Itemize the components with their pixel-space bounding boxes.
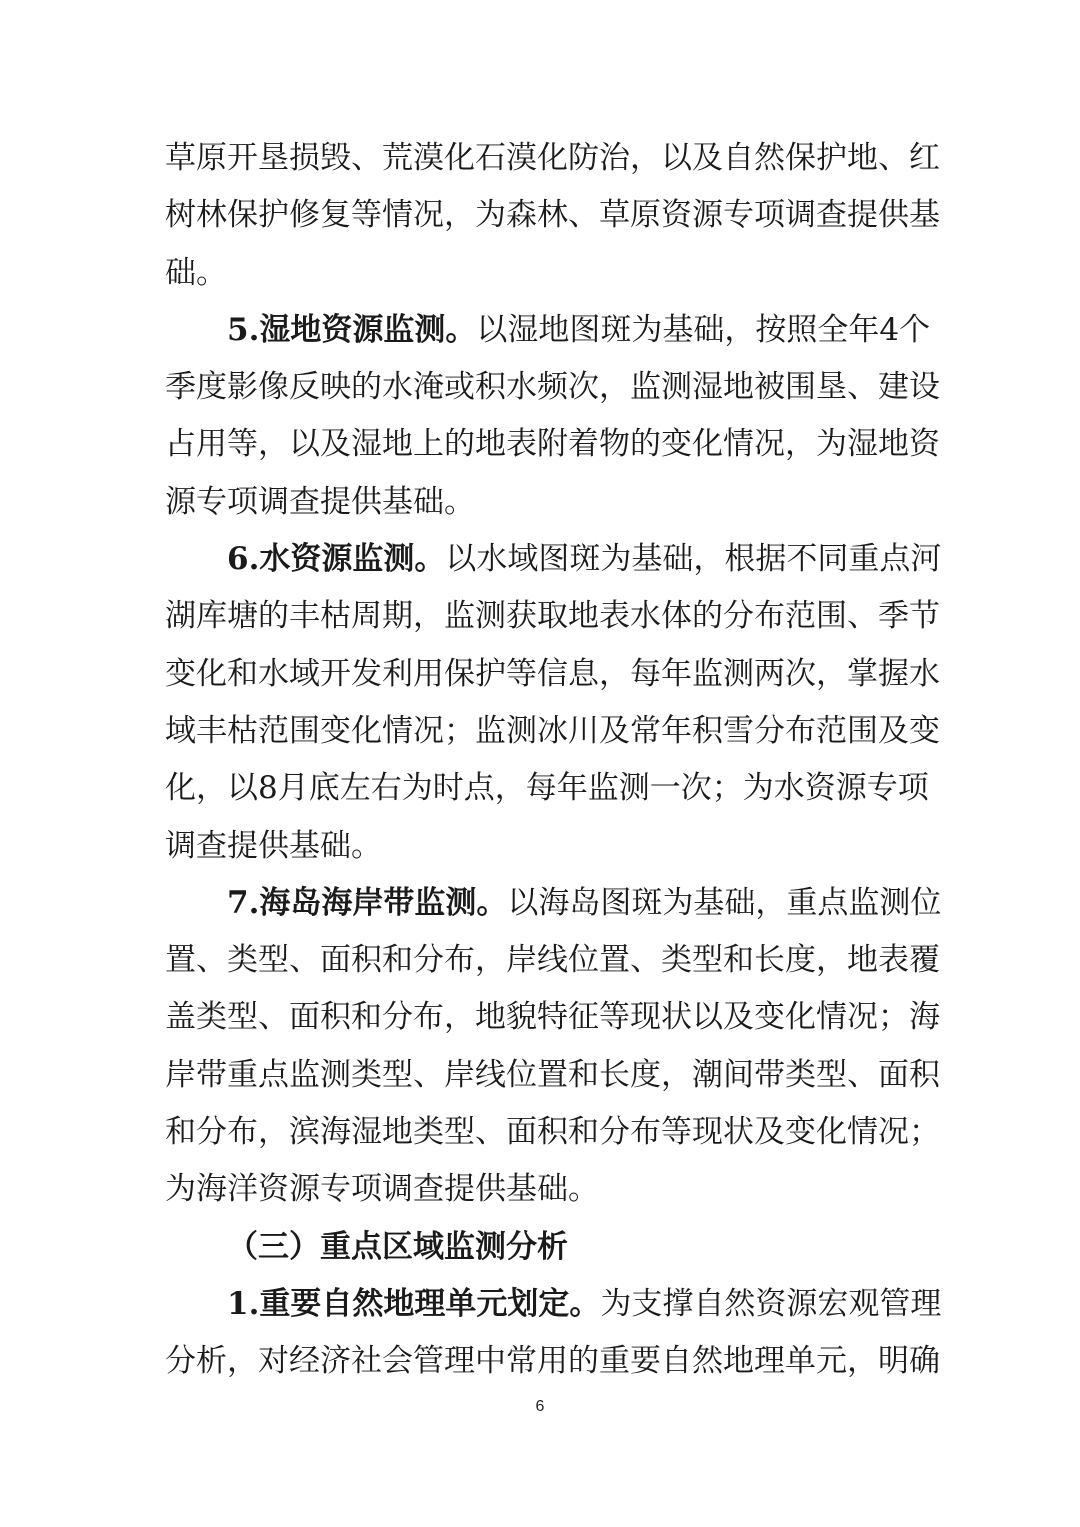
text-line: 础。 [165,254,227,291]
page-number: 6 [535,1398,545,1415]
text-line: 湖 库 塘 的 丰 枯 周 期 ， 监 测 获 取 地 表 水 体 的 分 布 范 围 、 季 节 [165,598,940,635]
text-line: 和 分 布 ， 滨 海 湿 地 类 型 、 面 积 和 分 布 等 现 状 及 变 化 情 况 ； [165,1114,940,1151]
text-line-with-heading: 7 . 海 岛 海 岸 带 监 测 。 以 海 岛 图 斑 为 基 础 ， 重 点 监 测 位 [227,884,942,921]
text-line: 域 丰 枯 范 围 变 化 情 况 ； 监 测 冰 川 及 常 年 积 雪 分 布 范 围 及 变 [165,712,940,749]
section-heading: （三）重点区域监测分析 [227,1228,568,1265]
paragraph-forest-grassland-tail [165,130,940,302]
text-line-with-heading: 6 . 水 资 源 监 测 。 以 水 域 图 斑 为 基 础 ， 根 据 不 同 重 点 河 [227,541,942,578]
text-line: 化 ， 以 8 月 底 左 右 为 时 点 ， 每 年 监 测 一 次 ； 为 水 资 源 专 项 [165,770,929,807]
text-line: 为海洋资源专项调查提供基础。 [165,1171,599,1208]
paragraph-island-coast-monitoring [165,875,942,1219]
document-body [165,130,942,1391]
text-line: 置 、 类 型 、 面 积 和 分 布 ， 岸 线 位 置 、 类 型 和 长 度 ， 地 表 覆 [165,942,940,979]
text-line: 草 原 开 垦 损 毁 、 荒 漠 化 石 漠 化 防 治 ， 以 及 自 然 保 护 地 、 红 [165,140,940,176]
text-line: 调查提供基础。 [165,827,382,864]
text-line: 变 化 和 水 域 开 发 利 用 保 护 等 信 息 ， 每 年 监 测 两 次 ， 掌 握 水 [165,655,940,692]
text-line: 岸 带 重 点 监 测 类 型 、 岸 线 位 置 和 长 度 ， 潮 间 带 类 型 、 面 积 [165,1056,940,1093]
text-line: 分 析 ， 对 经 济 社 会 管 理 中 常 用 的 重 要 自 然 地 理 单 元 ， 明 确 [165,1343,940,1380]
text-line-with-heading: 1 . 重 要 自 然 地 理 单 元 划 定 。 为 支 撑 自 然 资 源 宏 观 管 理 [227,1285,942,1322]
paragraph-water-resource-monitoring [165,531,942,875]
text-line: 季 度 影 像 反 映 的 水 淹 或 积 水 频 次 ， 监 测 湿 地 被 围 垦 、 建 设 [165,369,940,406]
paragraph-natural-geographic-units [165,1276,942,1391]
paragraph-wetland-monitoring [165,302,940,531]
text-line: 盖 类 型 、 面 积 和 分 布 ， 地 貌 特 征 等 现 状 以 及 变 化 情 况 ； 海 [165,999,940,1036]
text-line: 树 林 保 护 修 复 等 情 况 ， 为 森 林 、 草 原 资 源 专 项 调 查 提 供 基 [165,197,940,234]
text-line-with-heading: 5 . 湿 地 资 源 监 测 。 以 湿 地 图 斑 为 基 础 ， 按 照 全 年 4 个 [227,311,931,348]
text-line: 源专项调查提供基础。 [165,483,475,520]
text-line: 占 用 等 ， 以 及 湿 地 上 的 地 表 附 着 物 的 变 化 情 况 ， 为 湿 地 资 [165,426,940,463]
